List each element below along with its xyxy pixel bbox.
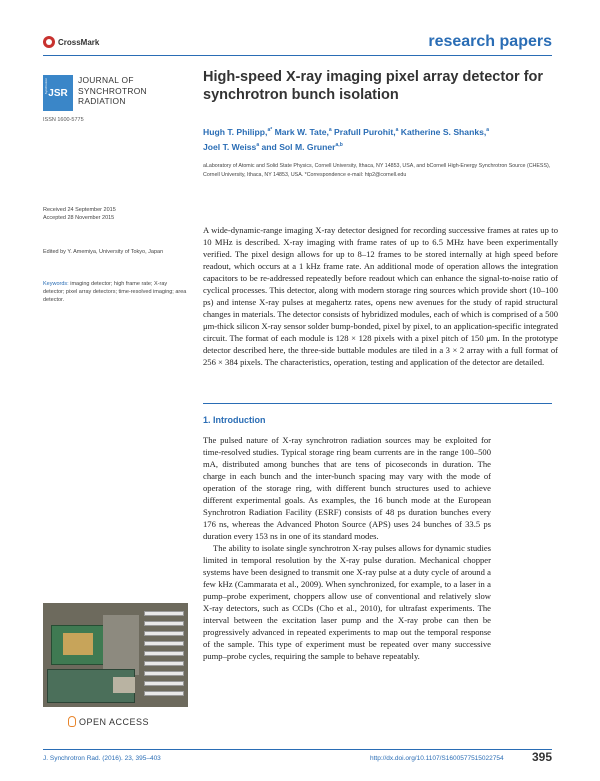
journal-logo [43,75,147,111]
journal-name-line2: SYNCHROTRON [78,85,147,96]
abstract-divider [203,403,552,404]
author-sup: a [395,127,399,133]
journal-name-line3: RADIATION [78,96,126,106]
introduction-body [203,434,491,662]
author-sup: a [486,127,490,133]
crossmark-badge[interactable] [43,36,99,48]
affiliation: aLaboratory of Atomic and Solid State Physics, Cornell University, Ithaca, NY 14853, USA, and bCornell High-Energy Synchrotron Source (CHESS), Cornell University, Ithaca, NY 14853, USA. *Correspondence e-mail: htp2@cornell.edu [203,163,551,178]
journal-name-line1: JOURNAL OF [78,75,134,85]
issn: ISSN 1600-5775 [43,117,84,123]
keywords-label: Keywords: [43,281,69,287]
logo-side-text: Synchrotron [44,78,48,95]
page-number: 395 [531,750,552,764]
intro-paragraph-2: The ability to isolate single synchrotron X-ray pulses allows for dynamic studies limited in temporal resolution by the X-ray pulse duration. Mechanical chopper systems have been designed to transmit one X-ray pulse at a duty cycle of around a few kHz (Cammarata et al., 2009). When synchronized, for example, to a laser in a pump–probe experiment, choppers allow use of conventional and relatively slow X-ray detectors, such as CCDs (Cho et al., 2010), for ultrafast experiments. The interval between the excitation laser pump and the X-ray probe can then be progressively advanced in repeated experiments to map out the temporal response of the sample. This type of experiment must be repeated over many successive pump–probe cycles, requiring the sample to behave repeatably. [203,543,491,661]
footer-divider [43,749,552,750]
author[interactable]: Joel T. Weiss [203,141,257,152]
author-sup: a* [267,127,273,133]
abstract: A wide-dynamic-range imaging X-ray detector designed for recording successive frames at rates up to 10 MHz is described. X-ray imaging with frame rates of up to 6.5 MHz have been experimentally verified. The pixel design allows for up to 8–12 frames to be stored internally at high speed before readout, which occurs at a 1 kHz frame rate. An additional mode of operation allows the integration capacitors to be re-addressed repeatedly before readout which can enhance the signal-to-noise ratio of cyclical processes. This detector, along with modern storage ring sources which provide short (10–100 ps) and intense X-ray pulses at megahertz rates, opens new avenues for the study of rapid structural changes in materials. The detector consists of hybridized modules, each of which is comprised of a 500 μm-thick silicon X-ray sensor solder bump-bonded, pixel by pixel, to an application-specific integrated circuit. The format of each module is 128 × 128 pixels with a pixel pitch of 150 μm. In the prototype detector described here, the three-side buttable modules are tiled in a 3 × 2 array with a full format of 256 × 384 pixels. The characteristics, operation, testing and application of the detector are detailed. [203,225,558,367]
article-title: High-speed X-ray imaging pixel array detector for synchrotron bunch isolation [203,69,544,103]
open-access-badge [68,716,149,727]
open-lock-icon [68,716,76,727]
keywords [43,280,188,304]
detector-photo [43,603,188,707]
crossmark-label: CrossMark [58,37,100,47]
author-sup: a [256,141,260,148]
crossmark-icon [43,36,55,48]
intro-paragraph-1: The pulsed nature of X-ray synchrotron radiation sources may be exploited for time-resolved studies. Typical storage ring beam currents are in the range 100–500 mA, distributed among bunches that are tens of picoseconds in duration. The charge in each bunch and the inter-bunch spacing may vary with the mode of operation of the storage ring, with different bunch structures used to achieve different experimental goals. As examples, the 16 bunch mode at the European Synchrotron Radiation Facility (ESRF) consists of 48 ps duration bunches every 176 ns, whereas the Advanced Photon Source (APS) uses 24 bunches of 33.5 ps duration every 153 ns in one of its standard modes. [203,435,491,541]
citation: J. Synchrotron Rad. (2016). 23, 395–403 [43,755,161,762]
logo-box-text: JSR [48,87,68,99]
author[interactable]: Prafull Purohit, [334,126,396,137]
author-sup: a [328,127,332,133]
section-header: research papers [428,33,552,50]
author[interactable]: Sol M. Gruner [279,141,336,152]
open-access-label: OPEN ACCESS [79,716,150,727]
journal-name [78,75,147,107]
author[interactable]: Katherine S. Shanks, [400,126,487,137]
author-conjunction: and [261,141,277,152]
author-sup: a,b [335,141,343,148]
editor-note: Edited by Y. Amemiya, University of Tokyo, Japan [43,249,164,255]
header-divider [43,55,552,56]
doi-link[interactable]: http://dx.doi.org/10.1107/S1600577515022754 [370,755,504,762]
author[interactable]: Mark W. Tate, [274,126,329,137]
author[interactable]: Hugh T. Philipp, [203,126,268,137]
keywords-text: imaging detector; high frame rate; X-ray detector; pixel array detectors; time-resolved imaging; area detector. [43,281,187,303]
accepted-date: Accepted 28 November 2015 [43,215,115,221]
article-dates [43,206,188,222]
author-list [203,124,563,154]
received-date: Received 24 September 2015 [43,207,116,213]
section-heading: 1. Introduction [203,415,266,425]
jsr-logo-icon [43,75,73,111]
